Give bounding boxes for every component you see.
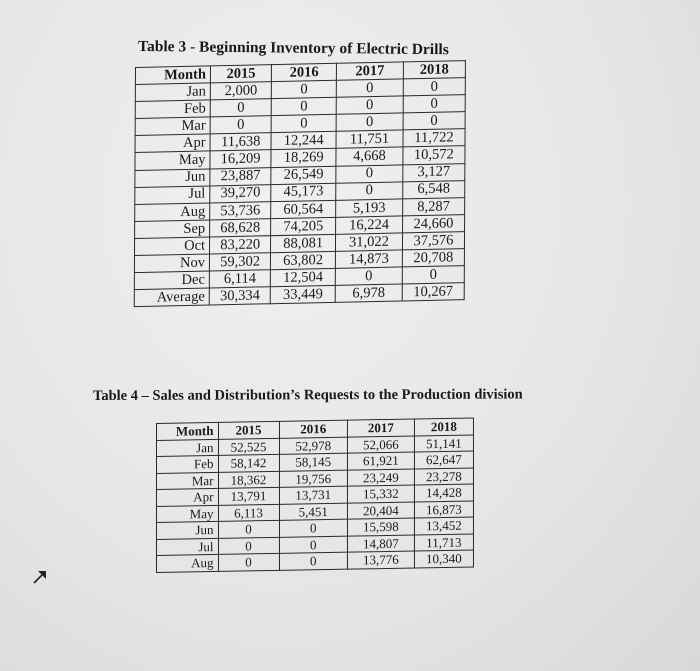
- table3-value-cell: 88,081: [271, 234, 336, 252]
- table3-month-cell: Nov: [134, 254, 209, 273]
- table3-value-cell: 6,978: [335, 284, 402, 302]
- table4-title: Table 4 – Sales and Distribution’s Requests to the Production division: [92, 386, 523, 404]
- table3-value-cell: 14,873: [336, 250, 403, 268]
- table4-value-cell: 0: [279, 552, 347, 570]
- table3-value-cell: 12,244: [271, 132, 336, 150]
- table3-value-cell: 16,224: [336, 216, 403, 234]
- table3-value-cell: 12,504: [271, 268, 336, 286]
- table3-month-cell: Apr: [135, 134, 210, 153]
- table4-value-cell: 23,249: [348, 469, 415, 487]
- table4-value-cell: 0: [279, 519, 347, 537]
- table3-value-cell: 63,802: [271, 251, 336, 269]
- table4-month-cell: Jan: [156, 439, 217, 457]
- table3-value-cell: 0: [336, 164, 403, 182]
- table4-value-cell: 58,142: [218, 454, 279, 472]
- table4-value-cell: 14,428: [414, 484, 473, 502]
- table4-value-cell: 23,278: [414, 467, 473, 485]
- table4-value-cell: 19,756: [279, 470, 347, 488]
- table3-value-cell: 26,549: [271, 166, 336, 184]
- table4-value-cell: 6,113: [218, 504, 279, 522]
- table3-header-2017: 2017: [336, 62, 403, 80]
- table3-month-cell: Mar: [135, 117, 210, 136]
- table3-month-cell: Jun: [135, 169, 210, 188]
- table3-value-cell: 11,722: [403, 129, 465, 147]
- table3-value-cell: 0: [402, 266, 464, 284]
- table4-value-cell: 51,141: [414, 434, 473, 452]
- table3-value-cell: 23,887: [210, 167, 271, 185]
- table4-month-cell: Feb: [156, 455, 217, 473]
- table3-month-cell: Feb: [135, 100, 210, 119]
- table4-header-2017: 2017: [348, 419, 415, 437]
- table4-value-cell: 14,807: [348, 535, 415, 553]
- table4-value-cell: 62,647: [414, 451, 473, 469]
- table3-value-cell: 10,572: [403, 146, 465, 164]
- table3-value-cell: 10,267: [402, 283, 464, 301]
- table3-value-cell: 0: [335, 267, 402, 285]
- table4-value-cell: 58,145: [279, 453, 347, 471]
- table3-month-cell: Aug: [135, 203, 210, 222]
- table4-value-cell: 13,776: [348, 551, 415, 569]
- table4-value-cell: 13,452: [414, 517, 473, 535]
- table4-header-month: Month: [156, 422, 217, 440]
- table3-month-cell: Jul: [135, 186, 210, 205]
- table3-value-cell: 37,576: [402, 232, 464, 250]
- table3-header-2018: 2018: [403, 61, 465, 79]
- table4: [156, 417, 474, 572]
- table3-value-cell: 0: [210, 116, 271, 134]
- table3-value-cell: 33,449: [270, 286, 335, 304]
- table4-value-cell: 0: [218, 537, 279, 555]
- table4-value-cell: 11,713: [414, 533, 473, 551]
- table3-value-cell: 0: [271, 97, 336, 115]
- table3-value-cell: 0: [403, 95, 465, 113]
- table3-month-cell: Sep: [135, 220, 210, 239]
- table4-value-cell: 0: [218, 553, 279, 571]
- table3-value-cell: 83,220: [210, 236, 271, 254]
- table3-value-cell: 59,302: [209, 253, 270, 271]
- table3-value-cell: 0: [403, 112, 465, 130]
- table3-value-cell: 11,751: [336, 130, 403, 148]
- table3-header-2015: 2015: [210, 65, 271, 83]
- table3-title: Table 3 - Beginning Inventory of Electric Drills: [138, 38, 449, 59]
- table4-month-cell: May: [156, 505, 217, 523]
- table3-month-cell: May: [135, 151, 210, 170]
- table3-value-cell: 0: [271, 115, 336, 133]
- table4-month-cell: Apr: [156, 488, 217, 506]
- table3: [134, 60, 466, 307]
- table4-value-cell: 52,525: [218, 438, 279, 456]
- table3-header-2016: 2016: [272, 63, 337, 81]
- table4-month-cell: Mar: [156, 472, 217, 490]
- table4-value-cell: 20,404: [348, 502, 415, 520]
- table4-value-cell: 13,731: [279, 486, 347, 504]
- table3-value-cell: 5,193: [336, 199, 403, 217]
- table4-header-2016: 2016: [279, 420, 347, 438]
- table3-value-cell: 0: [336, 113, 403, 131]
- table3-value-cell: 31,022: [336, 233, 403, 251]
- table4-value-cell: 5,451: [279, 503, 347, 521]
- table3-value-cell: 2,000: [210, 82, 271, 100]
- table4-value-cell: 15,332: [348, 485, 415, 503]
- table3-value-cell: 53,736: [210, 201, 271, 219]
- table3-month-cell: Oct: [135, 237, 210, 256]
- table3-value-cell: 30,334: [209, 287, 270, 305]
- table3-value-cell: 4,668: [336, 147, 403, 165]
- table4-month-cell: Jul: [156, 538, 217, 556]
- table3-value-cell: 0: [336, 79, 403, 97]
- table4-value-cell: 13,791: [218, 487, 279, 505]
- table3-value-cell: 0: [210, 99, 271, 117]
- table3-value-cell: 0: [272, 80, 337, 98]
- table3-month-cell: Jan: [135, 83, 210, 102]
- table4-value-cell: 18,362: [218, 471, 279, 489]
- table3-value-cell: 16,209: [210, 150, 271, 168]
- table3-value-cell: 0: [336, 182, 403, 200]
- table3-value-cell: 11,638: [210, 133, 271, 151]
- table4-value-cell: 10,340: [414, 550, 473, 568]
- table4-value-cell: 15,598: [348, 518, 415, 536]
- table4-value-cell: 0: [218, 520, 279, 538]
- table4-value-cell: 52,978: [279, 437, 347, 455]
- table4-value-cell: 0: [279, 536, 347, 554]
- table3-value-cell: 60,564: [271, 200, 336, 218]
- arrow-cursor-icon: [30, 565, 52, 587]
- table3-header-month: Month: [135, 66, 210, 85]
- table4-value-cell: 61,921: [348, 452, 415, 470]
- table3-value-cell: 68,628: [210, 219, 271, 237]
- table4-value-cell: 16,873: [414, 500, 473, 518]
- table3-value-cell: 6,114: [209, 270, 270, 288]
- table3-value-cell: 0: [403, 78, 465, 96]
- table4-month-cell: Jun: [156, 521, 217, 539]
- table3-body: [134, 78, 465, 307]
- table3-value-cell: 3,127: [403, 163, 465, 181]
- table3-value-cell: 18,269: [271, 149, 336, 167]
- table3-value-cell: 74,205: [271, 217, 336, 235]
- table3-value-cell: 45,173: [271, 183, 336, 201]
- table4-value-cell: 52,066: [348, 435, 415, 453]
- table3-value-cell: 0: [336, 96, 403, 114]
- table3-value-cell: 39,270: [210, 184, 271, 202]
- table3-value-cell: 6,548: [403, 180, 465, 198]
- table3-month-cell: Dec: [134, 271, 209, 290]
- table4-header-2018: 2018: [414, 418, 473, 436]
- table4-month-cell: Aug: [156, 554, 217, 572]
- table3-value-cell: 8,287: [402, 197, 464, 215]
- table3-value-cell: 24,660: [402, 214, 464, 232]
- table4-body: [156, 434, 473, 572]
- table3-value-cell: 20,708: [402, 249, 464, 267]
- table3-month-cell: Average: [134, 288, 209, 307]
- table4-header-2015: 2015: [218, 421, 279, 439]
